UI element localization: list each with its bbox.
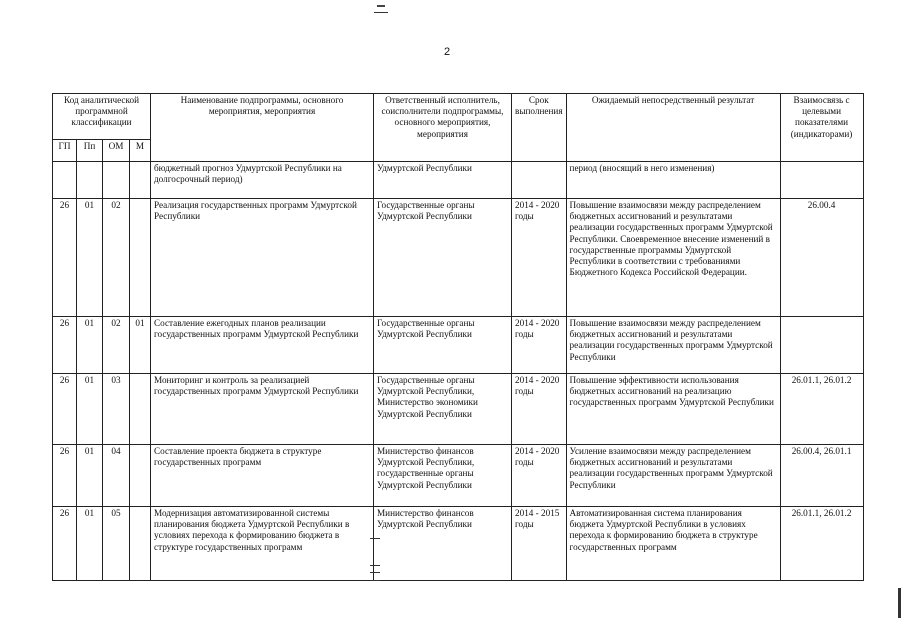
cell-m: [130, 162, 151, 199]
cell-result: Усиление взаимосвязи между распределением бюджетных ассигнований и результатами реализации государственных программ Удмуртской Республики: [566, 445, 780, 507]
header-executor: Ответственный исполнитель, соисполнители подпрограммы, основного мероприятия, мероприятия: [374, 94, 512, 162]
table-row: [53, 507, 864, 581]
cell-link: [780, 317, 863, 374]
cell-link: 26.01.1, 26.01.2: [780, 374, 863, 445]
scan-artifact-mark: [370, 538, 380, 539]
cell-gp: 26: [53, 317, 77, 374]
cell-m: 01: [130, 317, 151, 374]
cell-pp: 01: [77, 374, 103, 445]
cell-executor: Государственные органы Удмуртской Республики: [374, 317, 512, 374]
cell-name: бюджетный прогноз Удмуртской Республики на долгосрочный период): [151, 162, 374, 199]
cell-gp: 26: [53, 374, 77, 445]
cell-result: Повышение взаимосвязи между распределением бюджетных ассигнований и результатами реализации государственных программ Удмуртской Республики: [566, 317, 780, 374]
cell-link: [780, 162, 863, 199]
program-measures-table: [52, 93, 864, 581]
cell-executor: Министерство финансов Удмуртской Республики: [374, 507, 512, 581]
header-gp: ГП: [53, 140, 77, 162]
cell-gp: 26: [53, 199, 77, 317]
header-pp: Пп: [77, 140, 103, 162]
header-name: Наименование подпрограммы, основного мероприятия, мероприятия: [151, 94, 374, 162]
cell-name: Составление ежегодных планов реализации государственных программ Удмуртской Республики: [151, 317, 374, 374]
scan-artifact-mark: [370, 572, 380, 573]
cell-term: [512, 162, 567, 199]
cell-m: [130, 507, 151, 581]
cell-result: период (вносящий в него изменения): [566, 162, 780, 199]
cell-term: 2014 - 2020 годы: [512, 199, 567, 317]
header-term: Срок выполнения: [512, 94, 567, 162]
table-row: [53, 199, 864, 317]
scan-artifact-mark: [370, 565, 380, 566]
page-number: 2: [444, 46, 451, 58]
cell-executor: Удмуртской Республики: [374, 162, 512, 199]
cell-name: Модернизация автоматизированной системы планирования бюджета Удмуртской Республики в условиях перехода к формированию бюджета в структуре государственных программ: [151, 507, 374, 581]
cell-link: 26.01.1, 26.01.2: [780, 507, 863, 581]
cell-term: 2014 - 2020 годы: [512, 445, 567, 507]
cell-link: 26.00.4, 26.01.1: [780, 445, 863, 507]
cell-term: 2014 - 2020 годы: [512, 317, 567, 374]
cell-pp: 01: [77, 199, 103, 317]
cell-om: 02: [103, 317, 130, 374]
cell-pp: 01: [77, 507, 103, 581]
cell-om: 04: [103, 445, 130, 507]
cell-name: Составление проекта бюджета в структуре государственных программ: [151, 445, 374, 507]
cell-gp: 26: [53, 445, 77, 507]
table-row: [53, 317, 864, 374]
cell-om: 05: [103, 507, 130, 581]
cell-om: [103, 162, 130, 199]
cell-name: Мониторинг и контроль за реализацией государственных программ Удмуртской Республики: [151, 374, 374, 445]
table-row: [53, 162, 864, 199]
cell-pp: 01: [77, 317, 103, 374]
header-om: ОМ: [103, 140, 130, 162]
header-code-group: Код аналитической программной классификации: [53, 94, 151, 140]
cell-name: Реализация государственных программ Удмуртской Республики: [151, 199, 374, 317]
cell-m: [130, 374, 151, 445]
scan-edge-artifact: [898, 588, 901, 618]
cell-om: 02: [103, 199, 130, 317]
cell-pp: [77, 162, 103, 199]
cell-term: 2014 - 2015 годы: [512, 507, 567, 581]
cell-executor: Министерство финансов Удмуртской Республики, государственные органы Удмуртской Республики: [374, 445, 512, 507]
cell-m: [130, 199, 151, 317]
cell-result: Автоматизированная система планирования бюджета Удмуртской Республики в условиях перехода к формированию бюджета в структуре государственных программ: [566, 507, 780, 581]
cell-m: [130, 445, 151, 507]
header-m: М: [130, 140, 151, 162]
cell-result: Повышение эффективности использования бюджетных ассигнований на реализацию государственных программ Удмуртской Республики: [566, 374, 780, 445]
header-link: Взаимосвязь с целевыми показателями (индикаторами): [780, 94, 863, 162]
table-row: [53, 445, 864, 507]
header-result: Ожидаемый непосредственный результат: [566, 94, 780, 162]
cell-om: 03: [103, 374, 130, 445]
scan-artifact-mark: [370, 580, 380, 581]
table-row: [53, 374, 864, 445]
header-row: [53, 94, 864, 140]
cell-pp: 01: [77, 445, 103, 507]
cell-gp: 26: [53, 507, 77, 581]
cell-link: 26.00.4: [780, 199, 863, 317]
scan-artifact-mark: [374, 4, 388, 13]
cell-term: 2014 - 2020 годы: [512, 374, 567, 445]
cell-executor: Государственные органы Удмуртской Республики: [374, 199, 512, 317]
cell-result: Повышение взаимосвязи между распределением бюджетных ассигнований и результатами реализации государственных программ Удмуртской Республики. Своевременное внесение изменений в государственные программы Удмуртской Республики в соответствии с требованиями Бюджетного Кодекса Российской Федерации.: [566, 199, 780, 317]
cell-gp: [53, 162, 77, 199]
cell-executor: Государственные органы Удмуртской Республики, Министерство экономики Удмуртской Республики: [374, 374, 512, 445]
